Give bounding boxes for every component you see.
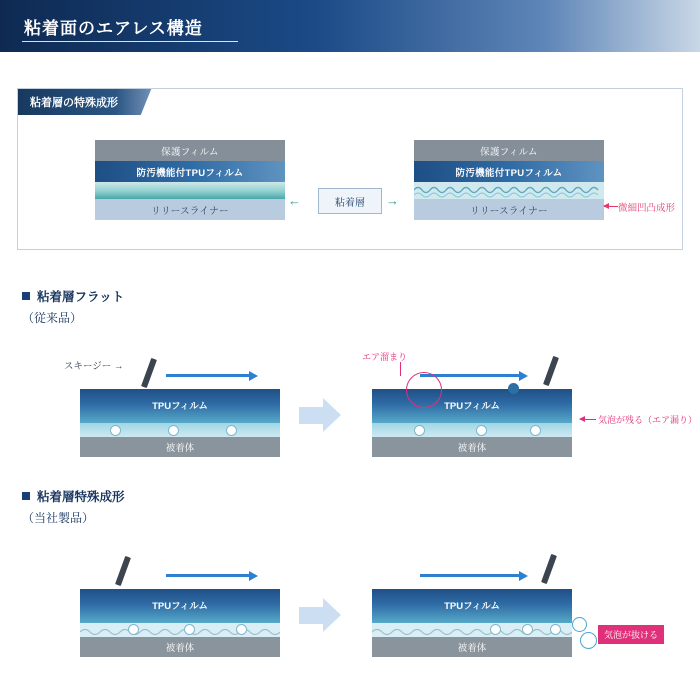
panel-film-layer — [372, 389, 572, 423]
layer-adhesive-textured-right — [414, 182, 604, 199]
panel-film-layer — [80, 589, 280, 623]
micro-note-label: 微細凹凸成形 — [618, 203, 676, 214]
air-bubble — [414, 425, 425, 436]
squeegee-icon-right-2 — [541, 554, 557, 584]
page-header — [0, 0, 700, 52]
process-arrow-shaft — [299, 607, 325, 624]
section1-tab-label: 粘着層の特殊成形 — [30, 97, 118, 109]
layer-protect-film-left: 保護フィルム — [95, 140, 285, 161]
micro-note-arrow-icon — [604, 206, 618, 207]
panel-adhesive-textured-layer — [372, 623, 572, 637]
squeegee-icon-right — [543, 356, 559, 386]
air-bubble — [168, 425, 179, 436]
air-bubble — [110, 425, 121, 436]
air-bubble — [226, 425, 237, 436]
process-arrow-head — [323, 598, 341, 632]
layer-adhesive-flat-left — [95, 182, 285, 199]
panel-substrate-label: 被着体 — [457, 443, 487, 454]
escaping-bubble — [572, 617, 587, 632]
air-bubble — [128, 624, 139, 635]
adhesive-layer-label: 粘着層 — [318, 188, 382, 214]
panel-substrate-label: 被着体 — [165, 443, 195, 454]
air-bubble — [476, 425, 487, 436]
air-bubble — [530, 425, 541, 436]
layer-release-liner-right: リリースライナー — [414, 199, 604, 220]
air-bubble — [522, 624, 533, 635]
process-arrow-shaft — [299, 407, 325, 424]
process-arrow-1 — [299, 398, 341, 432]
panel-textured-before — [80, 589, 280, 657]
bullet-square-icon — [22, 492, 30, 500]
air-bubble — [236, 624, 247, 635]
panel-adhesive-textured-layer — [80, 623, 280, 637]
panel-film-label: TPUフィルム — [444, 401, 500, 412]
squeegee-label: スキージー → — [64, 361, 124, 372]
panel-film-layer — [372, 589, 572, 623]
layer-stack-left — [95, 140, 285, 220]
micro-texture-icon — [414, 182, 604, 199]
air-bubble — [184, 624, 195, 635]
title-underline — [22, 41, 238, 42]
panel-film-label: TPUフィルム — [152, 601, 208, 612]
highlight-leader-line — [400, 362, 401, 376]
air-pocket-highlight-circle — [406, 372, 442, 408]
panel-substrate-layer — [372, 437, 572, 457]
panel-substrate-layer — [80, 637, 280, 657]
layer-release-liner-left: リリースライナー — [95, 199, 285, 220]
squeegee-icon-left — [141, 358, 157, 388]
direction-arrow-left-1 — [166, 374, 250, 377]
arrow-left-icon: ← — [288, 193, 301, 208]
panel-substrate-label: 被着体 — [457, 643, 487, 654]
residual-air-note: 気泡が残る（エア漏り） — [598, 415, 698, 425]
direction-arrow-right-2 — [420, 574, 520, 577]
section2-subheading: （従来品） — [22, 311, 83, 325]
squeegee-icon-left-2 — [115, 556, 131, 586]
layer-tpu-film-left: 防汚機能付TPUフィルム — [95, 161, 285, 182]
layer-stack-right — [414, 140, 604, 220]
air-bubble — [550, 624, 561, 635]
process-arrow-2 — [299, 598, 341, 632]
air-bubble — [490, 624, 501, 635]
section3-heading — [22, 487, 125, 505]
panel-flat-after — [372, 389, 572, 457]
panel-film-layer — [80, 389, 280, 423]
layer-protect-film-right: 保護フィルム — [414, 140, 604, 161]
panel-substrate-label: 被着体 — [165, 643, 195, 654]
section2-heading — [22, 287, 124, 305]
trapped-air-bubble — [508, 383, 519, 394]
page-title: 粘着面のエアレス構造 — [24, 19, 203, 38]
panel-adhesive-layer — [80, 423, 280, 437]
section3-subheading: （当社製品） — [22, 511, 95, 525]
escape-label: 気泡が抜ける — [598, 625, 664, 644]
arrow-right-icon: → — [386, 193, 399, 208]
air-pocket-label: エア溜まり — [362, 352, 408, 362]
bullet-square-icon — [22, 292, 30, 300]
escaping-bubble — [580, 632, 597, 649]
micro-texture-icon — [372, 623, 572, 637]
section2-heading-text: 粘着層フラット — [37, 290, 125, 304]
panel-film-label: TPUフィルム — [152, 401, 208, 412]
micro-texture-icon — [80, 623, 280, 637]
panel-substrate-layer — [80, 437, 280, 457]
layer-tpu-film-right: 防汚機能付TPUフィルム — [414, 161, 604, 182]
panel-flat-before — [80, 389, 280, 457]
process-arrow-head — [323, 398, 341, 432]
panel-textured-after — [372, 589, 572, 657]
panel-film-label: TPUフィルム — [444, 601, 500, 612]
panel-substrate-layer — [372, 637, 572, 657]
panel-adhesive-layer — [372, 423, 572, 437]
note-arrow-icon-1 — [580, 419, 596, 420]
section3-heading-text: 粘着層特殊成形 — [37, 490, 125, 504]
direction-arrow-left-2 — [166, 574, 250, 577]
